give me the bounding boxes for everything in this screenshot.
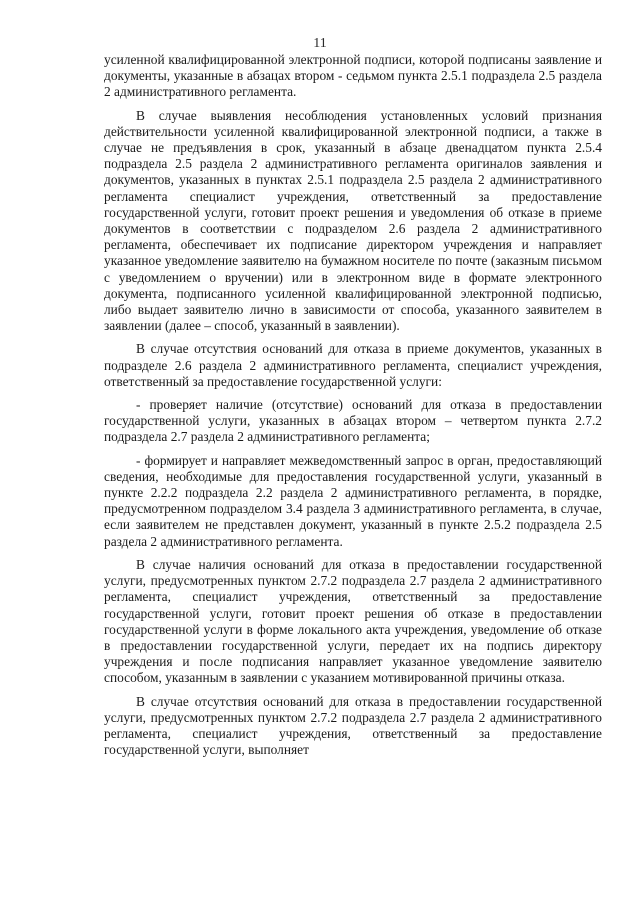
paragraph-no-refusal-grounds: В случае отсутствия оснований для отказа в приеме документов, указанных в подразделе 2.6 раздела 2 административного регламента, специалист учреждения, ответственный за предоставление государственной услуги: — [104, 341, 602, 389]
paragraph-signature-invalid: В случае выявления несоблюдения установленных условий признания действительности усиленной квалифицированной электронной подписи, а также в случае не предъявления в срок, указанный в абзаце двенадцатом пункта 2.5.4 подраздела 2.5 раздела 2 административного регламента оригиналов заявления и документов, указанных в пунктах 2.5.1 подраздела 2.5 раздела 2 административного регламента специалист учреждения, ответственный за предоставление государственной услуги, готовит проект решения и уведомления об отказе в приеме документов в соответствии с подразделом 2.6 раздела 2 административного регламента, обеспечивает их подписание директором учреждения и направляет указанное уведомление заявителю на бумажном носителе по почте (заказным письмом с уведомлением о вручении) или в электронном виде в формате электронного документа, подписанного усиленной квалифицированной электронной подписью, либо выдает заявителю лично в зависимости от способа, указанного заявителем в заявлении (далее – способ, указанный в заявлении). — [104, 107, 602, 334]
paragraph-continuation: усиленной квалифицированной электронной подписи, которой подписаны заявление и документы, указанные в абзацах втором - седьмом пункта 2.5.1 подраздела 2.5 раздела 2 административного регламента. — [104, 52, 602, 100]
list-item-check-grounds: - проверяет наличие (отсутствие) оснований для отказа в предоставлении государственной услуги, указанных в абзацах втором – четвертом пункта 2.7.2 подраздела 2.7 раздела 2 административного регламента; — [104, 397, 602, 445]
page-number: 11 — [313, 36, 327, 51]
paragraph-refusal-grounds-absent: В случае отсутствия оснований для отказа в предоставлении государственной услуги, предусмотренных пунктом 2.7.2 подраздела 2.7 раздела 2 административного регламента, специалист учреждения, ответственный за предоставление государственной услуги, выполняет — [104, 693, 602, 758]
list-item-interagency-request: - формирует и направляет межведомственный запрос в орган, предоставляющий сведения, необходимые для предоставления государственной услуги, указанный в пункте 2.2.2 подраздела 2.2 раздела 2 административного регламента, в порядке, предусмотренном подразделом 3.4 раздела 3 административного регламента, в случае, если заявителем не представлен документ, указанный в пункте 2.5.2 подраздела 2.5 раздела 2 административного регламента. — [104, 452, 602, 549]
paragraph-refusal-grounds-present: В случае наличия оснований для отказа в предоставлении государственной услуги, предусмотренных пунктом 2.7.2 подраздела 2.7 раздела 2 административного регламента, специалист учреждения, ответственный за предоставление государственной услуги, готовит проект решения об отказе в предоставлении государственной услуги в форме локального акта учреждения, уведомление об отказе в предоставлении государственной услуги, передает их на подпись директору учреждения и после подписания направляет указанное уведомление заявителю способом, указанным в заявлении с указанием мотивированной причины отказа. — [104, 556, 602, 686]
document-body — [104, 52, 602, 765]
